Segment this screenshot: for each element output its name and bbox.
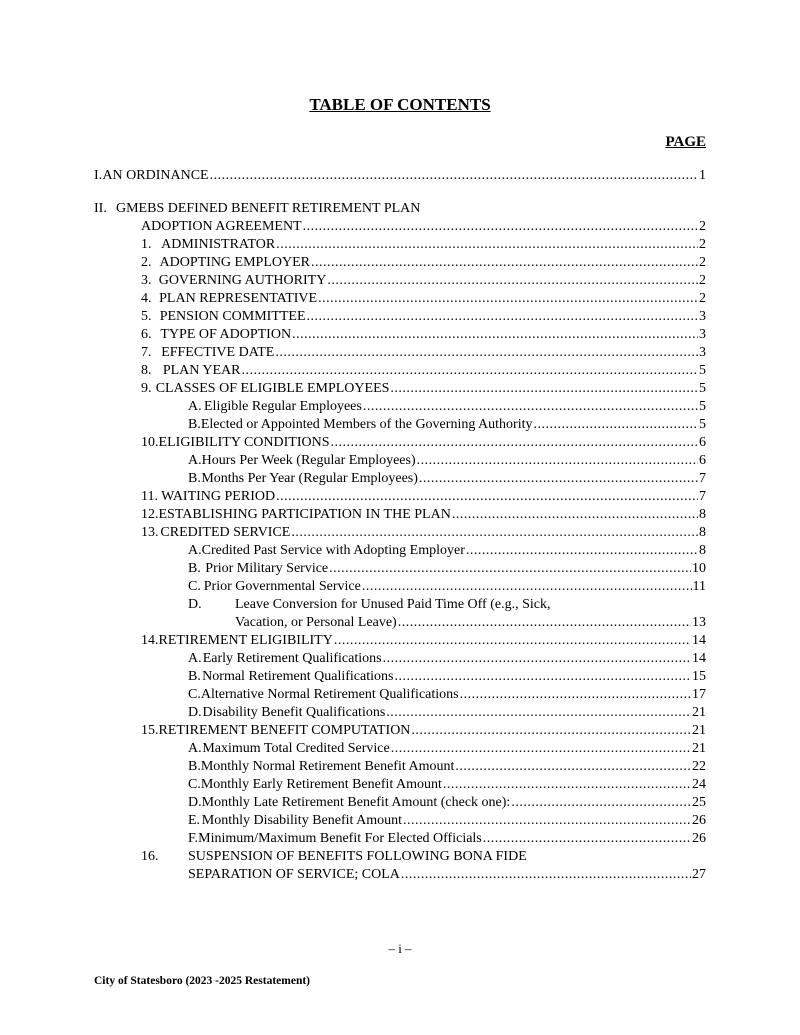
- toc-entry-page: 14: [692, 651, 706, 666]
- toc-entry: [188, 650, 706, 668]
- dot-leader: [362, 578, 692, 596]
- toc-entry-title: EFFECTIVE DATE: [161, 345, 275, 360]
- toc-entry: [141, 434, 706, 452]
- toc-entry-title: Minimum/Maximum Benefit For Elected Officials: [198, 831, 482, 846]
- toc-entry: [188, 830, 706, 848]
- toc-entry-page: 10: [692, 561, 706, 576]
- dot-leader: [534, 416, 699, 434]
- toc-entry: [188, 866, 706, 884]
- toc-entry: [188, 686, 706, 704]
- toc-entry-page: 7: [699, 489, 706, 504]
- page-column-header: PAGE: [665, 134, 706, 150]
- dot-leader: [329, 560, 691, 578]
- toc-entry-number: B.: [188, 471, 201, 486]
- document-footer: City of Statesboro (2023 -2025 Restatement): [94, 975, 311, 987]
- dot-leader: [398, 614, 691, 632]
- toc-entry-page: 26: [692, 831, 706, 846]
- dot-leader: [303, 218, 698, 236]
- toc-entry-number: B.: [188, 759, 201, 774]
- toc-entry: [188, 794, 706, 812]
- dot-leader: [394, 668, 691, 686]
- toc-entry-title: RETIREMENT BENEFIT COMPUTATION: [158, 723, 411, 738]
- toc-entry-title: Monthly Normal Retirement Benefit Amount: [200, 759, 455, 774]
- dot-leader: [452, 506, 698, 524]
- dot-leader: [460, 686, 691, 704]
- toc-entry-title: Vacation, or Personal Leave): [235, 615, 397, 630]
- toc-entry-number: 8.: [141, 363, 152, 378]
- dot-leader: [390, 380, 698, 398]
- toc-entry-title: CREDITED SERVICE: [160, 525, 291, 540]
- toc-entry-title: Credited Past Service with Adopting Employer: [201, 543, 465, 558]
- toc-entry: [141, 290, 706, 308]
- toc-entry-page: 5: [699, 399, 706, 414]
- page-title: TABLE OF CONTENTS: [309, 95, 491, 114]
- dot-leader: [311, 254, 698, 272]
- toc-entry-title: Monthly Disability Benefit Amount: [201, 813, 403, 828]
- dot-leader: [334, 632, 691, 650]
- toc-entry-page: 13: [692, 615, 706, 630]
- toc-entry-number: 9.: [141, 381, 152, 396]
- toc-entry-number: C.: [188, 777, 201, 792]
- dot-leader: [455, 758, 691, 776]
- toc-entry-title: Normal Retirement Qualifications: [202, 669, 394, 684]
- toc-entry-page: 8: [699, 543, 706, 558]
- toc-entry: [141, 848, 527, 866]
- toc-entry-page: 17: [692, 687, 706, 702]
- toc-entry: [141, 722, 706, 740]
- page-number: – i –: [388, 941, 412, 956]
- toc-entry-number: 14.: [141, 633, 159, 648]
- dot-leader: [383, 650, 691, 668]
- toc-entry-title: Disability Benefit Qualifications: [202, 705, 386, 720]
- toc-entry-number: 4.: [141, 291, 152, 306]
- toc-entry-title: PLAN REPRESENTATIVE: [159, 291, 318, 306]
- dot-leader: [417, 452, 698, 470]
- toc-entry-title: GMEBS DEFINED BENEFIT RETIREMENT PLAN: [116, 201, 421, 216]
- toc-entry-number: C.: [188, 687, 201, 702]
- toc-entry-number: 6.: [141, 327, 152, 342]
- toc-entry: [188, 542, 706, 560]
- toc-entry-page: 26: [692, 813, 706, 828]
- dot-leader: [307, 308, 698, 326]
- toc-entry-number: A.: [188, 741, 202, 756]
- dot-leader: [276, 236, 698, 254]
- toc-entry: [141, 632, 706, 650]
- dot-leader: [443, 776, 691, 794]
- dot-leader: [391, 740, 691, 758]
- toc-entry-title: Leave Conversion for Unused Paid Time Off (e.g., Sick,: [235, 597, 551, 612]
- toc-entry-title: SUSPENSION OF BENEFITS FOLLOWING BONA FIDE: [188, 849, 527, 864]
- toc-entry: [188, 776, 706, 794]
- toc-entry-title: AN ORDINANCE: [102, 168, 209, 183]
- toc-entry-number: 1.: [141, 237, 152, 252]
- toc-entry-number: 11.: [141, 489, 158, 504]
- toc-entry-page: 2: [699, 237, 706, 252]
- toc-entry: [141, 236, 706, 254]
- toc-entry-title: ADOPTING EMPLOYER: [159, 255, 310, 270]
- dot-leader: [401, 866, 691, 884]
- toc-entry-page: 21: [692, 741, 706, 756]
- toc-entry: [188, 668, 706, 686]
- toc-entry: [94, 167, 706, 185]
- dot-leader: [466, 542, 698, 560]
- toc-entry-number: D.: [188, 705, 202, 720]
- dot-leader: [318, 290, 698, 308]
- toc-entry-page: 8: [699, 525, 706, 540]
- toc-entry: [141, 488, 706, 506]
- toc-entry-number: A.: [188, 543, 202, 558]
- toc-entry: [188, 578, 706, 596]
- toc-entry-page: 6: [699, 435, 706, 450]
- toc-entry-title: CLASSES OF ELIGIBLE EMPLOYEES: [155, 381, 390, 396]
- toc-entry: [188, 470, 706, 488]
- toc-entry-page: 5: [699, 381, 706, 396]
- toc-entry-page: 24: [692, 777, 706, 792]
- toc-entry-number: 5.: [141, 309, 152, 324]
- toc-entry-title: ADOPTION AGREEMENT: [141, 219, 302, 234]
- toc-entry-page: 22: [692, 759, 706, 774]
- toc-entry-page: 21: [692, 723, 706, 738]
- toc-entry-title: Prior Military Service: [205, 561, 329, 576]
- dot-leader: [419, 470, 698, 488]
- toc-entry-page: 5: [699, 363, 706, 378]
- dot-leader: [331, 434, 699, 452]
- toc-entry-number: E.: [188, 813, 201, 828]
- toc-entry-page: 5: [699, 417, 706, 432]
- toc-entry-number: 15.: [141, 723, 159, 738]
- toc-entry-page: 21: [692, 705, 706, 720]
- toc-entry: [141, 272, 706, 290]
- toc-entry-title: Alternative Normal Retirement Qualifications: [200, 687, 459, 702]
- toc-entry-number: B.: [188, 669, 201, 684]
- dot-leader: [275, 344, 698, 362]
- toc-entry-number: 2.: [141, 255, 152, 270]
- toc-entry: [141, 380, 706, 398]
- toc-entry: [235, 614, 706, 632]
- toc-entry-page: 14: [692, 633, 706, 648]
- toc-entry-number: 12.: [141, 507, 159, 522]
- toc-entry-title: Hours Per Week (Regular Employees): [201, 453, 416, 468]
- toc-entry-title: Maximum Total Credited Service: [202, 741, 390, 756]
- toc-entry-page: 3: [699, 309, 706, 324]
- toc-entry: [141, 218, 706, 236]
- toc-entry-number: A.: [188, 651, 202, 666]
- toc-entry-number: D.: [188, 597, 202, 612]
- toc-entry-title: Monthly Early Retirement Benefit Amount: [200, 777, 442, 792]
- toc-entry: [141, 326, 706, 344]
- toc-entry-title: ESTABLISHING PARTICIPATION IN THE PLAN: [158, 507, 451, 522]
- dot-leader: [210, 167, 698, 185]
- toc-entry-number: 13.: [141, 525, 159, 540]
- toc-entry: [94, 200, 420, 218]
- toc-entry-title: TYPE OF ADOPTION: [160, 327, 292, 342]
- toc-entry: [141, 362, 706, 380]
- toc-entry: [188, 416, 706, 434]
- toc-entry-title: GOVERNING AUTHORITY: [158, 273, 327, 288]
- toc-entry-number: B.: [188, 417, 201, 432]
- toc-entry-title: ADMINISTRATOR: [161, 237, 276, 252]
- toc-entry-title: ELIGIBILITY CONDITIONS: [158, 435, 330, 450]
- dot-leader: [403, 812, 691, 830]
- toc-entry-page: 3: [699, 345, 706, 360]
- toc-entry-number: C.: [188, 579, 201, 594]
- toc-entry-title: PLAN YEAR: [162, 363, 241, 378]
- toc-entry: [141, 344, 706, 362]
- dot-leader: [386, 704, 691, 722]
- toc-entry: [188, 740, 706, 758]
- toc-entry-number: B.: [188, 561, 201, 576]
- toc-entry-title: PENSION COMMITTEE: [159, 309, 306, 324]
- toc-entry-number: A.: [188, 399, 202, 414]
- toc-entry: [188, 596, 550, 614]
- toc-entry-page: 2: [699, 255, 706, 270]
- toc-entry: [188, 560, 706, 578]
- toc-entry-page: 8: [699, 507, 706, 522]
- toc-entry-title: Prior Governmental Service: [203, 579, 361, 594]
- toc-entry-page: 2: [699, 219, 706, 234]
- toc-entry-page: 1: [699, 168, 706, 183]
- toc-entry-page: 6: [699, 453, 706, 468]
- dot-leader: [276, 488, 698, 506]
- toc-entry-title: Early Retirement Qualifications: [202, 651, 382, 666]
- toc-entry-page: 25: [692, 795, 706, 810]
- toc-entry: [141, 308, 706, 326]
- toc-entry-number: 7.: [141, 345, 152, 360]
- dot-leader: [241, 362, 698, 380]
- toc-entry: [188, 452, 706, 470]
- toc-entry-page: 27: [692, 867, 706, 882]
- dot-leader: [511, 794, 691, 812]
- toc-entry-number: 16.: [141, 849, 159, 864]
- toc-entry-number: II.: [94, 201, 107, 216]
- toc-entry: [188, 398, 706, 416]
- toc-entry-number: D.: [188, 795, 202, 810]
- toc-entry-title: SEPARATION OF SERVICE; COLA: [188, 867, 400, 882]
- toc-entry: [188, 758, 706, 776]
- dot-leader: [483, 830, 691, 848]
- dot-leader: [327, 272, 698, 290]
- toc-entry-title: Eligible Regular Employees: [204, 399, 362, 414]
- toc-entry-number: I.: [94, 168, 103, 183]
- toc-entry-number: 3.: [141, 273, 152, 288]
- toc-entry-page: 2: [699, 291, 706, 306]
- toc-entry-page: 7: [699, 471, 706, 486]
- toc-entry: [141, 506, 706, 524]
- toc-entry: [141, 254, 706, 272]
- toc-entry-page: 11: [692, 579, 706, 594]
- toc-entry-page: 3: [699, 327, 706, 342]
- toc-entry-title: Monthly Late Retirement Benefit Amount (check one):: [201, 795, 511, 810]
- toc-entry-number: F.: [188, 831, 199, 846]
- toc-entry-page: 2: [699, 273, 706, 288]
- toc-entry-title: Elected or Appointed Members of the Governing Authority: [200, 417, 533, 432]
- toc-entry: [188, 812, 706, 830]
- toc-entry-title: RETIREMENT ELIGIBILITY: [158, 633, 333, 648]
- dot-leader: [292, 326, 698, 344]
- toc-entry-title: Months Per Year (Regular Employees): [201, 471, 418, 486]
- toc-entry-number: A.: [188, 453, 202, 468]
- dot-leader: [411, 722, 691, 740]
- dot-leader: [291, 524, 698, 542]
- dot-leader: [363, 398, 698, 416]
- toc-entry: [188, 704, 706, 722]
- toc-entry-number: 10.: [141, 435, 159, 450]
- toc-entry-page: 15: [692, 669, 706, 684]
- toc-entry: [141, 524, 706, 542]
- toc-entry-title: WAITING PERIOD: [161, 489, 276, 504]
